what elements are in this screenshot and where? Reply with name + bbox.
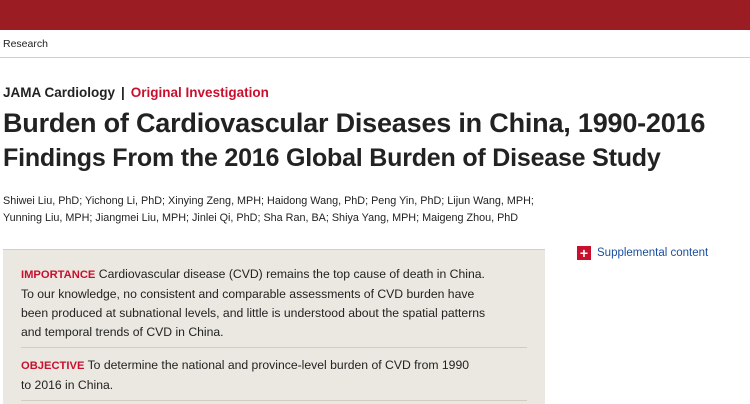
article-type: Original Investigation xyxy=(130,85,269,100)
journal-separator: | xyxy=(121,85,125,100)
importance-text: been produced at subnational levels, and little is understood about the spatial patterns xyxy=(21,306,486,320)
journal-brand-bar xyxy=(0,0,750,30)
article-title: Burden of Cardiovascular Diseases in China, 1990-2016 xyxy=(3,108,706,138)
author-list xyxy=(3,193,543,227)
abstract-divider xyxy=(21,400,527,401)
journal-name[interactable]: JAMA Cardiology xyxy=(3,85,116,100)
objective-heading: OBJECTIVE xyxy=(21,360,85,372)
section-divider xyxy=(0,57,750,58)
importance-heading: IMPORTANCE xyxy=(21,269,96,281)
objective-text: To determine the national and province-level burden of CVD from 1990 xyxy=(87,358,470,372)
author-line[interactable]: Yunning Liu, MPH; Jiangmei Liu, MPH; Jinlei Qi, PhD; Sha Ran, BA; Shiya Yang, MPH; Maigeng Zhou, PhD xyxy=(3,212,519,224)
abstract-importance xyxy=(21,265,485,342)
section-label: Research xyxy=(3,38,48,50)
abstract-objective xyxy=(21,356,469,395)
objective-text: to 2016 in China. xyxy=(21,378,114,392)
abstract-box xyxy=(3,249,545,404)
importance-text: Cardiovascular disease (CVD) remains the top cause of death in China. xyxy=(98,267,485,281)
plus-icon[interactable]: + xyxy=(577,246,591,260)
supplemental-content-label[interactable]: Supplemental content xyxy=(597,247,709,259)
importance-text: and temporal trends of CVD in China. xyxy=(21,325,224,339)
abstract-divider xyxy=(21,347,527,348)
supplemental-content-link[interactable] xyxy=(577,246,708,260)
author-line[interactable]: Shiwei Liu, PhD; Yichong Li, PhD; Xinying Zeng, MPH; Haidong Wang, PhD; Peng Yin, PhD; Lijun Wang, MPH; xyxy=(3,195,534,207)
journal-line xyxy=(3,85,269,100)
article-subtitle: Findings From the 2016 Global Burden of Disease Study xyxy=(3,144,661,172)
importance-text: To our knowledge, no consistent and comparable assessments of CVD burden have xyxy=(21,287,475,301)
